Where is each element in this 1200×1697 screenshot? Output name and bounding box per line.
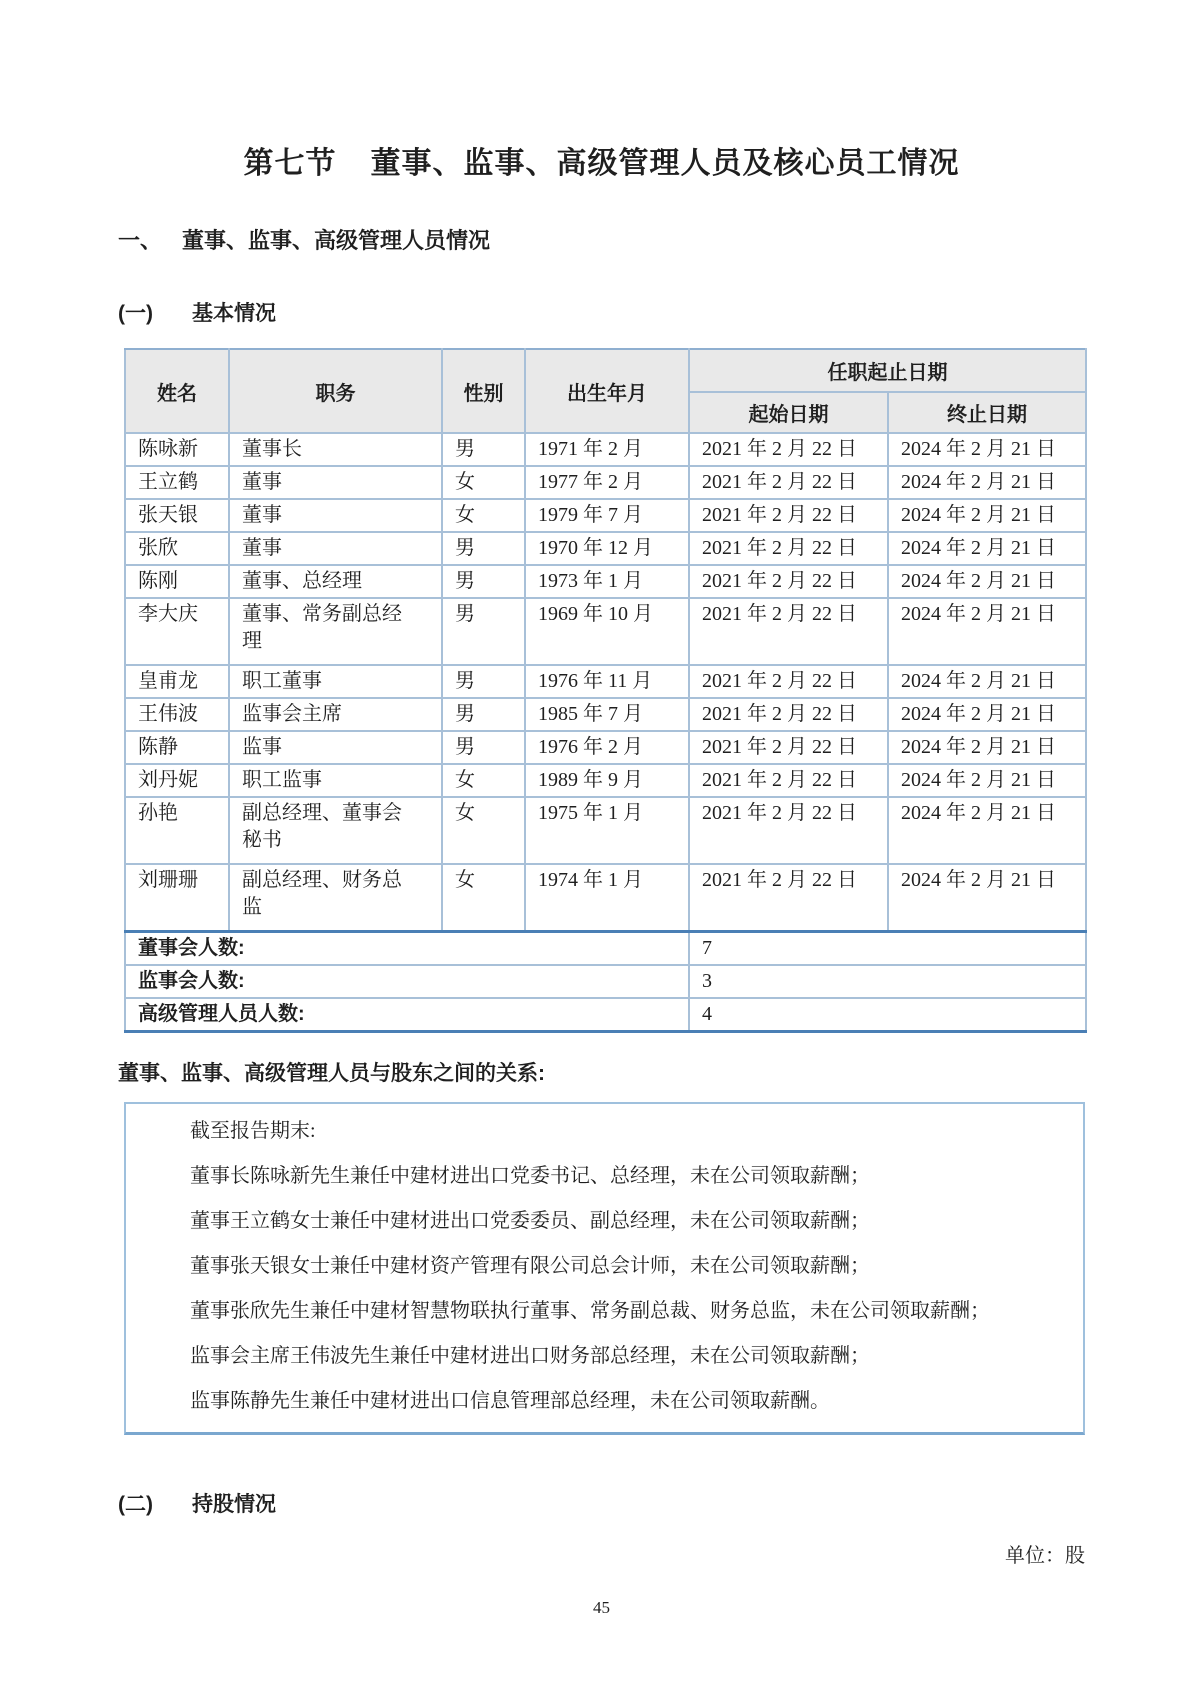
cell-name: 刘珊珊 bbox=[125, 864, 229, 931]
management-table bbox=[124, 348, 1087, 1033]
cell-end: 2024 年 2 月 21 日 bbox=[888, 665, 1086, 698]
cell-name: 张欣 bbox=[125, 532, 229, 565]
cell-name: 王立鹤 bbox=[125, 466, 229, 499]
cell-birth: 1973 年 1 月 bbox=[525, 565, 689, 598]
summary-label: 董事会人数: bbox=[125, 931, 689, 965]
page-number: 45 bbox=[593, 1597, 610, 1617]
cell-end: 2024 年 2 月 21 日 bbox=[888, 797, 1086, 864]
table-row bbox=[125, 731, 1086, 764]
cell-gender: 女 bbox=[442, 466, 525, 499]
relationship-item: 董事王立鹤女士兼任中建材进出口党委委员、副总经理，未在公司领取薪酬； bbox=[190, 1209, 870, 1232]
table-row bbox=[125, 532, 1086, 565]
section-label: 董事、监事、高级管理人员情况 bbox=[182, 228, 491, 253]
cell-start: 2021 年 2 月 22 日 bbox=[689, 764, 888, 797]
report-period-note: 截至报告期末: bbox=[190, 1119, 316, 1142]
summary-value: 3 bbox=[689, 965, 1086, 998]
header-gender: 性别 bbox=[442, 349, 525, 433]
subsection-label: 基本情况 bbox=[192, 302, 276, 325]
cell-position: 副总经理、财务总监 bbox=[229, 864, 442, 931]
cell-position: 董事、常务副总经理 bbox=[229, 598, 442, 665]
relationship-item: 监事会主席王伟波先生兼任中建材进出口财务部总经理，未在公司领取薪酬； bbox=[190, 1344, 870, 1367]
cell-end: 2024 年 2 月 21 日 bbox=[888, 698, 1086, 731]
header-term-start: 起始日期 bbox=[689, 392, 888, 433]
section-number: 一、 bbox=[118, 228, 163, 253]
cell-end: 2024 年 2 月 21 日 bbox=[888, 499, 1086, 532]
cell-end: 2024 年 2 月 21 日 bbox=[888, 731, 1086, 764]
cell-end: 2024 年 2 月 21 日 bbox=[888, 532, 1086, 565]
header-birth: 出生年月 bbox=[525, 349, 689, 433]
cell-start: 2021 年 2 月 22 日 bbox=[689, 433, 888, 466]
summary-row bbox=[125, 998, 1086, 1032]
page-title bbox=[118, 146, 1085, 182]
cell-gender: 男 bbox=[442, 698, 525, 731]
page-title-text: 董事、监事、高级管理人员及核心员工情况 bbox=[370, 147, 960, 180]
cell-end: 2024 年 2 月 21 日 bbox=[888, 764, 1086, 797]
summary-row bbox=[125, 965, 1086, 998]
cell-birth: 1974 年 1 月 bbox=[525, 864, 689, 931]
cell-gender: 男 bbox=[442, 532, 525, 565]
header-name: 姓名 bbox=[125, 349, 229, 433]
cell-end: 2024 年 2 月 21 日 bbox=[888, 598, 1086, 665]
page-title-section-number: 第七节 bbox=[243, 147, 337, 180]
cell-gender: 男 bbox=[442, 731, 525, 764]
subsection-number: (二) bbox=[118, 1492, 153, 1516]
table-row bbox=[125, 598, 1086, 665]
cell-gender: 女 bbox=[442, 797, 525, 864]
table-row bbox=[125, 764, 1086, 797]
cell-start: 2021 年 2 月 22 日 bbox=[689, 565, 888, 598]
cell-end: 2024 年 2 月 21 日 bbox=[888, 565, 1086, 598]
table-body bbox=[125, 433, 1086, 931]
table-summary bbox=[125, 931, 1086, 1031]
cell-position: 监事 bbox=[229, 731, 442, 764]
cell-name: 刘丹妮 bbox=[125, 764, 229, 797]
cell-name: 陈咏新 bbox=[125, 433, 229, 466]
cell-birth: 1989 年 9 月 bbox=[525, 764, 689, 797]
cell-birth: 1975 年 1 月 bbox=[525, 797, 689, 864]
cell-name: 皇甫龙 bbox=[125, 665, 229, 698]
table-row bbox=[125, 797, 1086, 864]
cell-position: 董事 bbox=[229, 499, 442, 532]
cell-end: 2024 年 2 月 21 日 bbox=[888, 466, 1086, 499]
relationship-item: 董事张天银女士兼任中建材资产管理有限公司总会计师，未在公司领取薪酬； bbox=[190, 1254, 870, 1277]
table-row bbox=[125, 698, 1086, 731]
unit-note: 单位：股 bbox=[1005, 1544, 1085, 1567]
cell-birth: 1976 年 11 月 bbox=[525, 665, 689, 698]
summary-value: 7 bbox=[689, 931, 1086, 965]
cell-name: 陈静 bbox=[125, 731, 229, 764]
cell-start: 2021 年 2 月 22 日 bbox=[689, 466, 888, 499]
cell-gender: 男 bbox=[442, 665, 525, 698]
relationship-box bbox=[124, 1102, 1085, 1435]
relationship-heading: 董事、监事、高级管理人员与股东之间的关系: bbox=[118, 1061, 545, 1085]
cell-gender: 女 bbox=[442, 499, 525, 532]
cell-position: 职工董事 bbox=[229, 665, 442, 698]
subsection-heading-basic-info bbox=[118, 300, 1085, 328]
cell-birth: 1970 年 12 月 bbox=[525, 532, 689, 565]
header-term: 任职起止日期 bbox=[689, 349, 1086, 392]
cell-start: 2021 年 2 月 22 日 bbox=[689, 864, 888, 931]
cell-gender: 女 bbox=[442, 764, 525, 797]
table-row bbox=[125, 665, 1086, 698]
summary-label: 监事会人数: bbox=[125, 965, 689, 998]
cell-start: 2021 年 2 月 22 日 bbox=[689, 598, 888, 665]
cell-name: 陈刚 bbox=[125, 565, 229, 598]
cell-name: 张天银 bbox=[125, 499, 229, 532]
cell-position: 副总经理、董事会秘书 bbox=[229, 797, 442, 864]
summary-row bbox=[125, 931, 1086, 965]
cell-start: 2021 年 2 月 22 日 bbox=[689, 532, 888, 565]
subsection-heading-shareholding bbox=[118, 1491, 1085, 1519]
cell-end: 2024 年 2 月 21 日 bbox=[888, 433, 1086, 466]
subsection-label: 持股情况 bbox=[192, 1492, 276, 1516]
table-row bbox=[125, 499, 1086, 532]
cell-birth: 1977 年 2 月 bbox=[525, 466, 689, 499]
cell-position: 董事 bbox=[229, 466, 442, 499]
table-row bbox=[125, 565, 1086, 598]
cell-position: 董事长 bbox=[229, 433, 442, 466]
cell-gender: 男 bbox=[442, 598, 525, 665]
cell-birth: 1969 年 10 月 bbox=[525, 598, 689, 665]
header-position: 职务 bbox=[229, 349, 442, 433]
relationship-item: 监事陈静先生兼任中建材进出口信息管理部总经理，未在公司领取薪酬。 bbox=[190, 1389, 830, 1412]
cell-position: 监事会主席 bbox=[229, 698, 442, 731]
cell-position: 职工监事 bbox=[229, 764, 442, 797]
summary-label: 高级管理人员人数: bbox=[125, 998, 689, 1032]
summary-value: 4 bbox=[689, 998, 1086, 1032]
cell-birth: 1976 年 2 月 bbox=[525, 731, 689, 764]
cell-start: 2021 年 2 月 22 日 bbox=[689, 499, 888, 532]
cell-position: 董事 bbox=[229, 532, 442, 565]
header-term-end: 终止日期 bbox=[888, 392, 1086, 433]
subsection-number: (一) bbox=[118, 302, 153, 325]
cell-name: 王伟波 bbox=[125, 698, 229, 731]
cell-birth: 1979 年 7 月 bbox=[525, 499, 689, 532]
cell-start: 2021 年 2 月 22 日 bbox=[689, 698, 888, 731]
cell-name: 李大庆 bbox=[125, 598, 229, 665]
cell-end: 2024 年 2 月 21 日 bbox=[888, 864, 1086, 931]
cell-birth: 1971 年 2 月 bbox=[525, 433, 689, 466]
table-row bbox=[125, 466, 1086, 499]
relationship-item: 董事张欣先生兼任中建材智慧物联执行董事、常务副总裁、财务总监，未在公司领取薪酬； bbox=[190, 1299, 990, 1322]
table-row bbox=[125, 433, 1086, 466]
cell-birth: 1985 年 7 月 bbox=[525, 698, 689, 731]
cell-name: 孙艳 bbox=[125, 797, 229, 864]
cell-gender: 女 bbox=[442, 864, 525, 931]
relationship-item: 董事长陈咏新先生兼任中建材进出口党委书记、总经理，未在公司领取薪酬； bbox=[190, 1164, 870, 1187]
cell-start: 2021 年 2 月 22 日 bbox=[689, 731, 888, 764]
cell-start: 2021 年 2 月 22 日 bbox=[689, 665, 888, 698]
cell-position: 董事、总经理 bbox=[229, 565, 442, 598]
cell-start: 2021 年 2 月 22 日 bbox=[689, 797, 888, 864]
cell-gender: 男 bbox=[442, 565, 525, 598]
table-header bbox=[125, 349, 1086, 433]
cell-gender: 男 bbox=[442, 433, 525, 466]
section-heading-1 bbox=[118, 226, 1085, 256]
table-row bbox=[125, 864, 1086, 931]
